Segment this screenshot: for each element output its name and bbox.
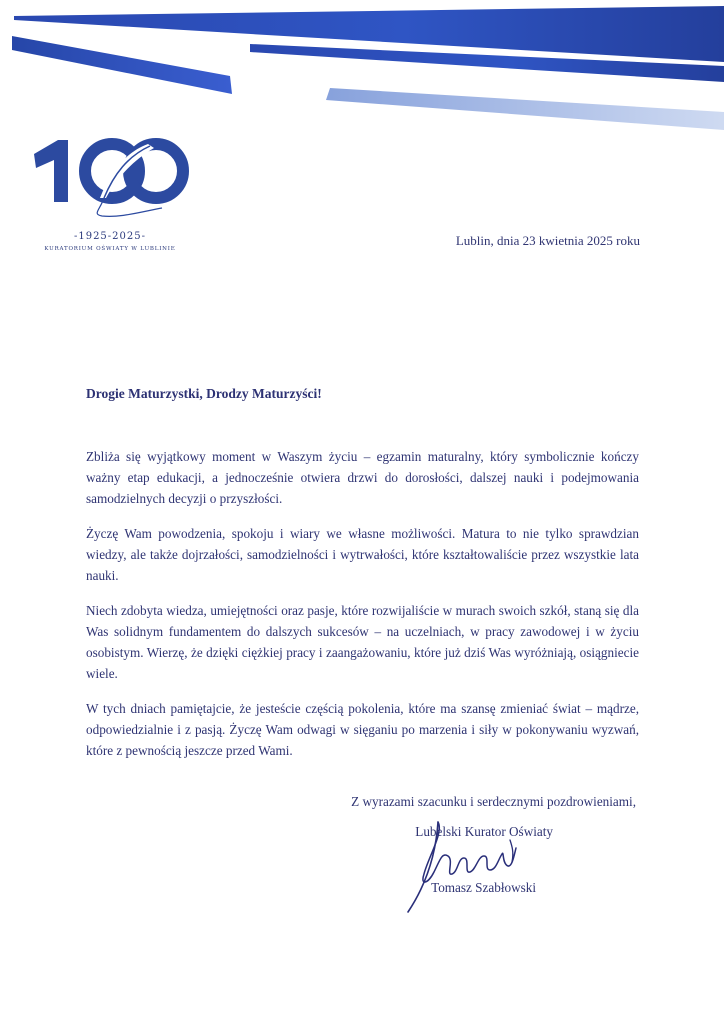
logo-caption: KURATORIUM OŚWIATY W LUBLINIE [44, 246, 176, 252]
salutation: Drogie Maturzystki, Drodzy Maturzyści! [86, 386, 322, 401]
signer-title: Lubelski Kurator Oświaty [415, 824, 553, 839]
paragraph: Życzę Wam powodzenia, spokoju i wiary we własne możliwości. Matura to nie tylko sprawdzian wiedzy, ale także dojrzałości, samodzielności i wytrwałości, które kształtowaliście przez wszystkie lata nauki. [86, 526, 639, 583]
signer-name: Tomasz Szabłowski [431, 880, 536, 895]
paragraph: Zbliża się wyjątkowy moment w Waszym życiu – egzamin maturalny, który symbolicznie kończy ważny etap edukacji, a jednocześnie otwiera drzwi do dorosłości, dalszej nauki i podejmowania samodzielnych decyzji o przyszłości. [86, 449, 639, 506]
middle-stripe [12, 36, 232, 94]
closing-line: Z wyrazami szacunku i serdecznymi pozdrowieniami, [351, 794, 636, 809]
letter-body [86, 446, 639, 775]
logo-digit-one [34, 140, 68, 202]
paragraph: W tych dniach pamiętajcie, że jesteście częścią pokolenia, które ma szansę zmieniać świat – mądrze, odpowiedzialnie i z pasją. Życzę Wam odwagi w sięganiu po marzenia i siły w pokonywaniu wyzwań, które z pewnością jeszcze przed Wami. [86, 701, 639, 758]
kuratorium-100-logo [30, 132, 200, 232]
date-line: Lublin, dnia 23 kwietnia 2025 roku [455, 233, 640, 248]
lower-right-stripe [326, 88, 724, 130]
paragraph: Niech zdobyta wiedza, umiejętności oraz pasje, które rozwijaliście w murach swoich szkół, staną się dla Was solidnym fundamentem do dalszych sukcesów – na uczelniach, w pracy zawodowej i w życiu osobistym. Wierzę, że dzięki ciężkiej pracy i zaangażowaniu, które już dziś Was wyróżniają, osiągniecie wiele. [86, 603, 639, 681]
letterhead-stripes [0, 0, 724, 140]
handwritten-signature [398, 812, 538, 922]
logo-years: -1925-2025- [73, 231, 147, 242]
